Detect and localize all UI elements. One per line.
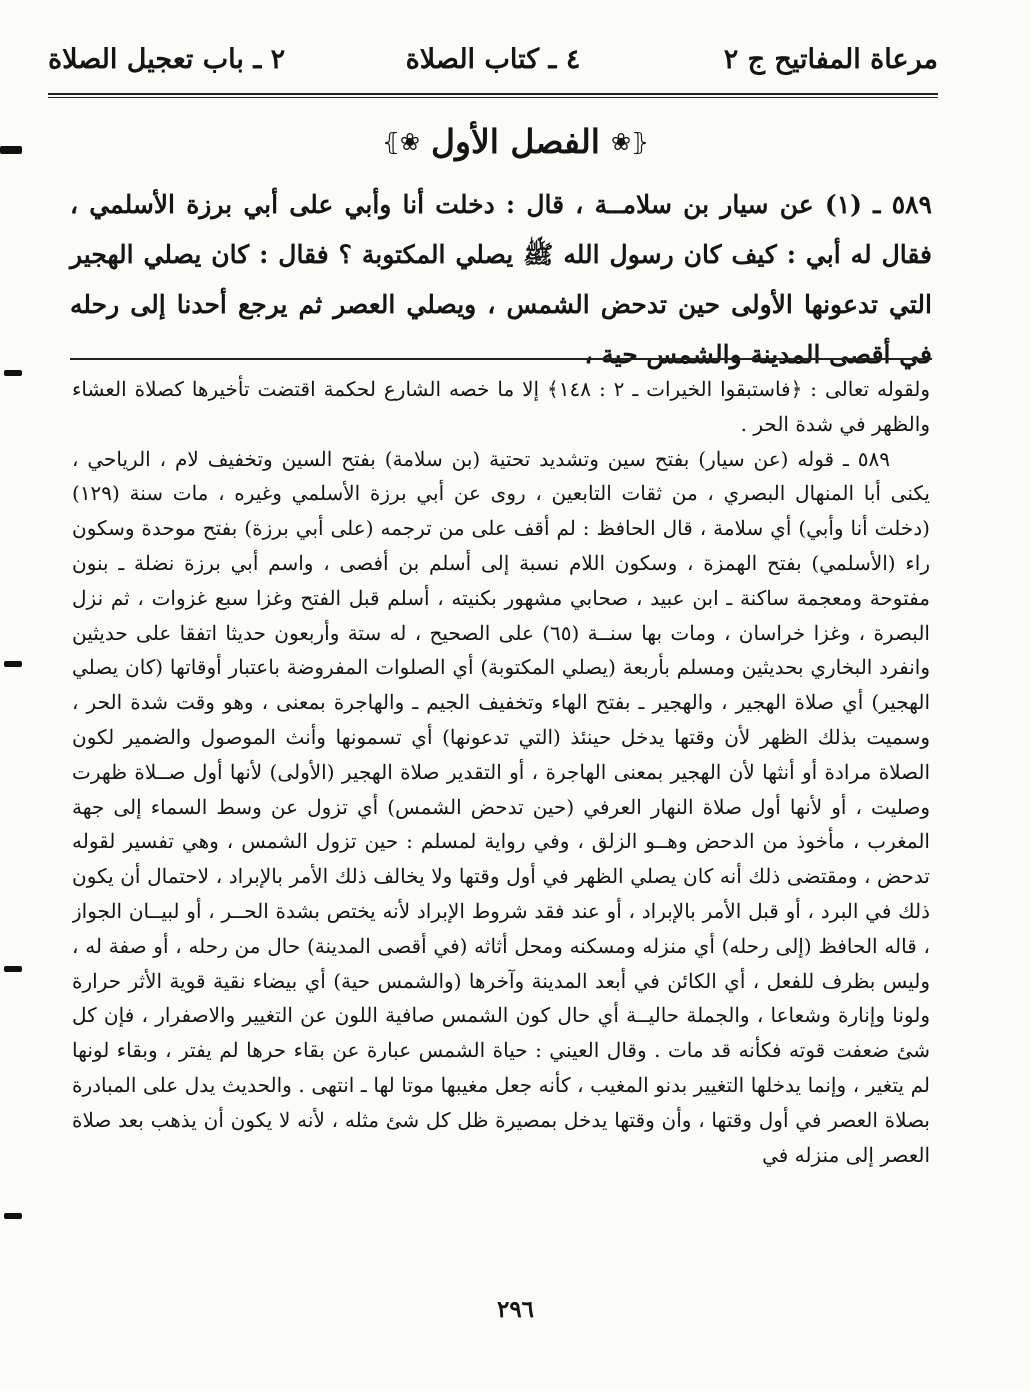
margin-mark (4, 370, 22, 376)
header-rule-thin (48, 97, 938, 98)
hadith-text-block (70, 180, 932, 380)
margin-mark (4, 966, 22, 972)
commentary-intro: ولقوله تعالى : ﴿فاستبقوا الخيرات ـ ٢ : ١٤٨﴾ إلا ما خصه الشارع لحكمة اقتضت تأخيرها كصلاة العشاء والظهر في شدة الحر . (72, 377, 930, 436)
running-header (48, 38, 938, 102)
header-chapter-title: ٢ ـ باب تعجيل الصلاة (48, 44, 286, 75)
margin-mark (4, 1213, 22, 1219)
header-book-section: ٤ ـ كتاب الصلاة (405, 44, 581, 75)
margin-mark (0, 146, 22, 154)
commentary-body: ٥٨٩ ـ قوله (عن سيار) بفتح سين وتشديد تحتية (بن سلامة) بفتح السين وتخفيف لام ، الرياحي ، يكنى أبا المنهال البصري ، من ثقات التابعين ، روى عن أبي برزة الأسلمي وغيره ، مات سنة (١٢٩) (دخلت أنا وأبي) أي سلامة ، قال الحافظ : لم أقف على من ترجمه (على أبي برزة) بفتح موحدة وسكون راء (الأسلمي) بفتح الهمزة ، وسكون اللام نسبة إلى أسلم بن أفصى ، واسم أبي برزة نضلة ـ بنون مفتوحة ومعجمة ساكنة ـ ابن عبيد ، صحابي مشهور بكنيته ، أسلم قبل الفتح وغزا سبع غزوات ، ثم نزل البصرة ، وغزا خراسان ، ومات بها سنــة (٦٥) على الصحيح ، له ستة وأربعون حديثا اتفقا على حديثين وانفرد البخاري بحديثين ومسلم بأربعة (يصلي المكتوبة) أي الصلوات المفروضة باعتبار أوقاتها (كان يصلي الهجير) أي صلاة الهجير ، والهجير ـ بفتح الهاء وتخفيف الجيم ـ والهاجرة بمعنى ، وهو وقت شدة الحر ، وسميت بذلك الظهر لأن وقتها يدخل حينئذ (التي تدعونها) أي تسمونها وأنث الموصول والضمير لكون الصلاة مرادة أو أنثها لأن الهجير بمعنى الهاجرة ، أو التقدير صلاة الهجير (الأولى) لأنها أول صــلاة ظهرت وصليت ، أو لأنها أول صلاة النهار العرفي (حين تدحض الشمس) أي تزول عن وسط السماء إلى جهة المغرب ، مأخوذ من الدحض وهــو الزلق ، وفي رواية لمسلم : حين تزول الشمس ، وهي تفسير لقوله تدحض ، ومقتضى ذلك أنه كان يصلي الظهر في أول وقتها ولا يخالف ذلك الأمر بالإبراد ، لاحتمال أن يكون ذلك في البرد ، أو قبل الأمر بالإبراد ، أو عند فقد شروط الإبراد لأنه يختص بشدة الحــر ، أو لبيــان الجواز ، قاله الحافظ (إلى رحله) أي منزله ومسكنه ومحل أثاثه (في أقصى المدينة) حال من رحله ، أو صفة له ، وليس بظرف للفعل ، أي الكائن في أبعد المدينة وآخرها (والشمس حية) أي بيضاء نقية قوية الأثر حرارة ولونا وإنارة وشعاعا ، والجملة حاليــة أي حال كون الشمس صافية اللون عن التغيير والاصفرار ، فإن كل شئ ضعفت قوته فكأنه قد مات . وقال العيني : حياة الشمس عبارة عن بقاء حرها لم يفتر ، وبقاء لونها لم يتغير ، وإنما يدخلها التغيير بدنو المغيب ، كأنه جعل مغيبها موتا لها ـ انتهى . والحديث يدل على المبادرة بصلاة العصر في أول وقتها ، وأن وقتها يدخل بمصيرة ظل كل شئ مثله ، لأنه لا يكون أن يذهب بعد صلاة العصر إلى منزله في (72, 446, 930, 1167)
ornament-right-icon: ⦃❀ (611, 127, 649, 156)
section-heading (0, 122, 1031, 161)
ornament-left-icon: ❀⦄ (382, 127, 420, 156)
section-title: الفصل الأول (431, 122, 600, 161)
hadith-text: ٥٨٩ ـ (١) عن سيار بن سلامــة ، قال : دخلت أنا وأبي على أبي برزة الأسلمي ، فقال له أبي : كيف كان رسول الله ﷺ يصلي المكتوبة ؟ فقال : كان يصلي الهجير التي تدعونها الأولى حين تدحض الشمس ، ويصلي العصر ثم يرجع أحدنا إلى رحله في أقصى المدينة والشمس حية ، (70, 190, 932, 369)
header-rule (48, 93, 938, 95)
page-number: ٢٩٦ (496, 1296, 535, 1323)
commentary-block (72, 372, 930, 1292)
margin-mark (4, 661, 22, 667)
text-divider (70, 358, 932, 360)
header-book-title: مرعاة المفاتيح ج ٢ (723, 44, 938, 75)
